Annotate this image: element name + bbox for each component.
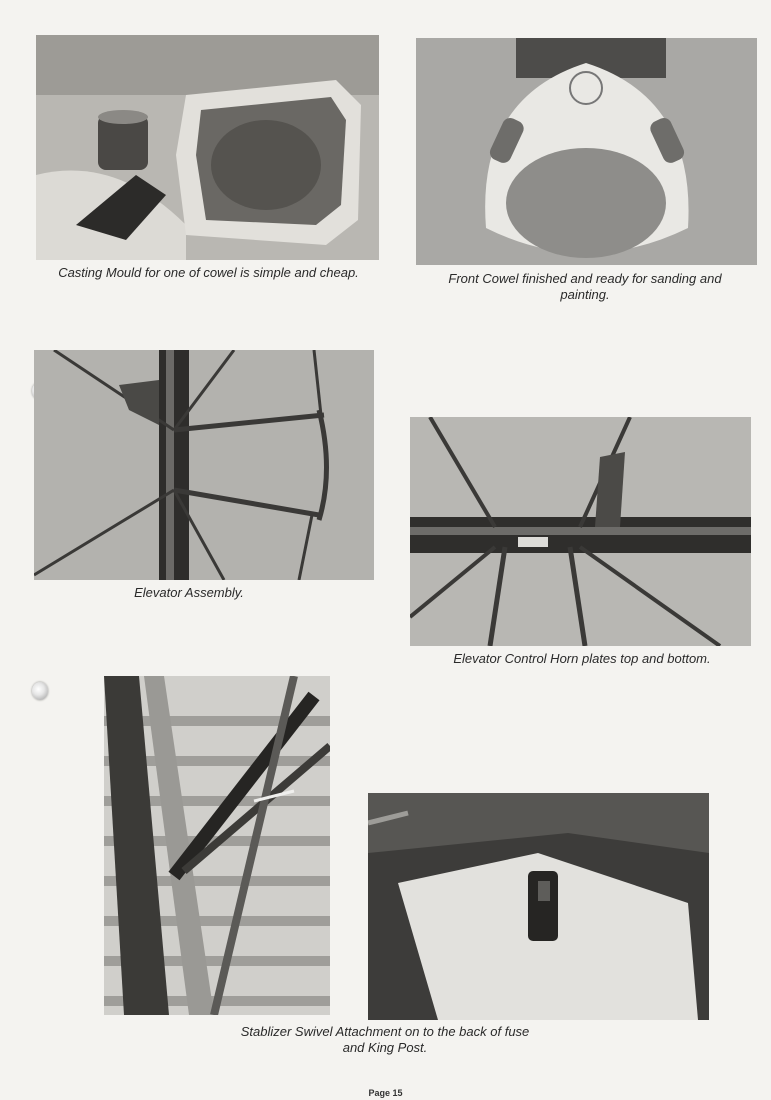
casting-mould-caption: Casting Mould for one of cowel is simple and cheap. (58, 265, 359, 280)
king-post-photo (368, 793, 709, 1020)
stabilizer-caption-line1: Stablizer Swivel Attachment on to the back of fuse (240, 1024, 530, 1039)
elevator-assembly-photo (34, 350, 374, 580)
front-cowel-caption: Front Cowel finished and ready for sanding and painting. (448, 271, 722, 302)
front-cowel-photo (416, 38, 757, 265)
elevator-assembly-caption: Elevator Assembly. (134, 585, 244, 600)
binder-hole-bottom (32, 682, 48, 700)
page-number: Page 15 (368, 1088, 403, 1098)
casting-mould-photo (36, 35, 379, 260)
elevator-horn-caption: Elevator Control Horn plates top and bottom. (453, 651, 711, 666)
elevator-horn-photo (410, 417, 751, 646)
stabilizer-swivel-photo (104, 676, 330, 1015)
stabilizer-caption-line2: and King Post. (342, 1040, 428, 1055)
